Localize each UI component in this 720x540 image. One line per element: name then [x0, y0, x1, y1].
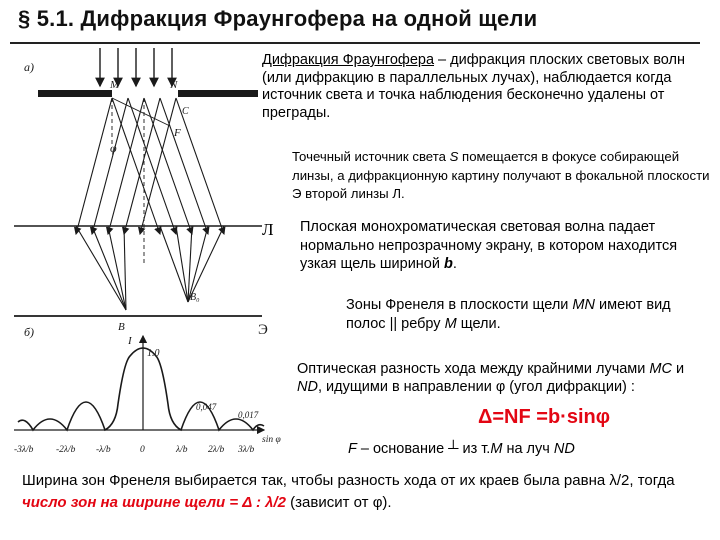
symbol-b: b	[444, 256, 453, 272]
path-difference-formula: Δ=NF =b·sinφ	[478, 406, 611, 428]
converging-ray	[108, 226, 126, 310]
diffracted-ray	[92, 98, 128, 234]
opaque-screen-right	[178, 90, 258, 97]
symbol-f: F	[348, 441, 357, 457]
base-note	[348, 441, 575, 457]
zone-width-text-2: (зависит от φ).	[286, 494, 392, 511]
base-note-text-2: из т.	[458, 441, 491, 457]
definition-text: – дифракция плоских световых волн (или дифракцию в параллельных лучах), наблюдается когда источник света и точка наблюдения бесконечно удалены от преграды.	[262, 52, 685, 121]
base-note-text-1: – основание	[356, 441, 449, 457]
symbol-nd-ray: ND	[553, 441, 575, 457]
x-tick-label: -2λ/b	[56, 445, 76, 455]
diffracted-ray	[176, 98, 224, 234]
panel-a-label: а)	[24, 60, 34, 74]
point-source-text-1: Точечный источник света	[292, 149, 450, 164]
zone-width-paragraph	[22, 470, 712, 514]
converging-rays	[76, 226, 224, 310]
x-axis-label: sin φ	[262, 435, 281, 445]
page-title: § 5.1. Дифракция Фраунгофера на одной щели	[18, 6, 538, 31]
diffracted-ray	[144, 98, 192, 234]
point-n-label: N	[170, 79, 178, 91]
diffracted-ray	[128, 98, 176, 234]
zone-count-highlight: число зон на ширине щели = Δ : λ/2	[22, 494, 286, 511]
zone-width-text-1: Ширина зон Френеля выбирается так, чтобы разность хода от их краев была равна λ/2, тогда	[22, 472, 675, 489]
diffracted-ray	[108, 98, 144, 234]
diffracted-ray	[112, 98, 160, 234]
point-b-label: B	[118, 321, 125, 333]
diffraction-diagram	[0, 44, 300, 464]
opaque-screen-left	[38, 90, 112, 97]
fresnel-zones-paragraph	[346, 296, 706, 334]
point-c-label: C	[182, 106, 189, 117]
x-tick-label: -3λ/b	[14, 445, 34, 455]
angle-phi-label: φ	[110, 141, 117, 155]
symbol-s: S	[449, 149, 459, 164]
second-max-label: 0,017	[238, 410, 259, 420]
symbol-nd: ND	[297, 379, 318, 395]
peak-value-label: 1.0	[147, 348, 160, 359]
first-max-label: 0,047	[196, 402, 217, 412]
x-tick-label: 3λ/b	[238, 445, 255, 455]
normal-lines	[112, 98, 144, 264]
symbol-mc: МС	[649, 361, 672, 377]
point-m-label: M	[110, 79, 120, 91]
symbol-mn: MN	[572, 297, 595, 313]
x-tick-label: -λ/b	[96, 445, 111, 455]
path-diff-text-2: и	[671, 361, 685, 377]
intro-definition	[262, 52, 702, 122]
x-tick-label: λ/b	[176, 445, 188, 455]
path-difference-paragraph	[297, 360, 707, 396]
intensity-axis-label: I	[128, 335, 132, 347]
point-f-label: F	[174, 127, 181, 139]
point-b0-label: B₀	[190, 292, 200, 303]
fresnel-text-3: щели.	[456, 316, 501, 332]
symbol-m: М	[444, 316, 457, 332]
converging-ray	[124, 226, 126, 310]
converging-ray	[188, 226, 224, 302]
converging-ray	[160, 226, 188, 302]
fresnel-text-1: Зоны Френеля в плоскости щели	[346, 297, 573, 313]
path-diff-text-1: Оптическая разность хода между крайними лучами	[297, 361, 650, 377]
path-diff-text-3: , идущими в направлении φ (угол дифракции) :	[317, 379, 635, 395]
plane-wave-end: .	[452, 256, 457, 272]
symbol-lens: Л.	[392, 186, 405, 201]
converging-ray	[92, 226, 126, 310]
symbol-m-point: М	[490, 441, 503, 457]
definition-term: Дифракция Фраунгофера	[262, 52, 435, 68]
lens-label: Л	[262, 220, 274, 239]
plane-wave-text: Плоская монохроматическая световая волна падает нормально непрозрачному экрану, в котором находится узкая щель шириной	[300, 219, 678, 272]
base-note-text-3: на луч	[502, 441, 554, 457]
x-tick-labels	[14, 435, 281, 455]
diffracted-rays-right	[112, 98, 224, 234]
intensity-curve	[18, 348, 264, 430]
diffracted-ray	[140, 98, 176, 234]
diffracted-ray	[124, 98, 160, 234]
point-source-text-2: помещается в фокусе собирающей линзы, а дифракционную картину получают в фокальной плоскости Э второй линзы	[292, 149, 710, 201]
plane-wave-paragraph	[300, 218, 710, 274]
converging-ray	[76, 226, 126, 310]
x-tick-label: 2λ/b	[208, 445, 225, 455]
perpendicular-symbol: ┴	[448, 441, 459, 457]
diffracted-ray	[160, 98, 208, 234]
point-source-paragraph	[292, 148, 712, 204]
panel-b-label: б)	[24, 325, 35, 339]
fresnel-text-2: имеют вид полос || ребру	[346, 297, 671, 332]
x-tick-label: 0	[140, 445, 145, 455]
diffracted-rays-left	[76, 98, 176, 234]
screen-e-label: Э	[258, 322, 268, 338]
converging-ray	[176, 226, 188, 302]
diffracted-ray	[76, 98, 112, 234]
